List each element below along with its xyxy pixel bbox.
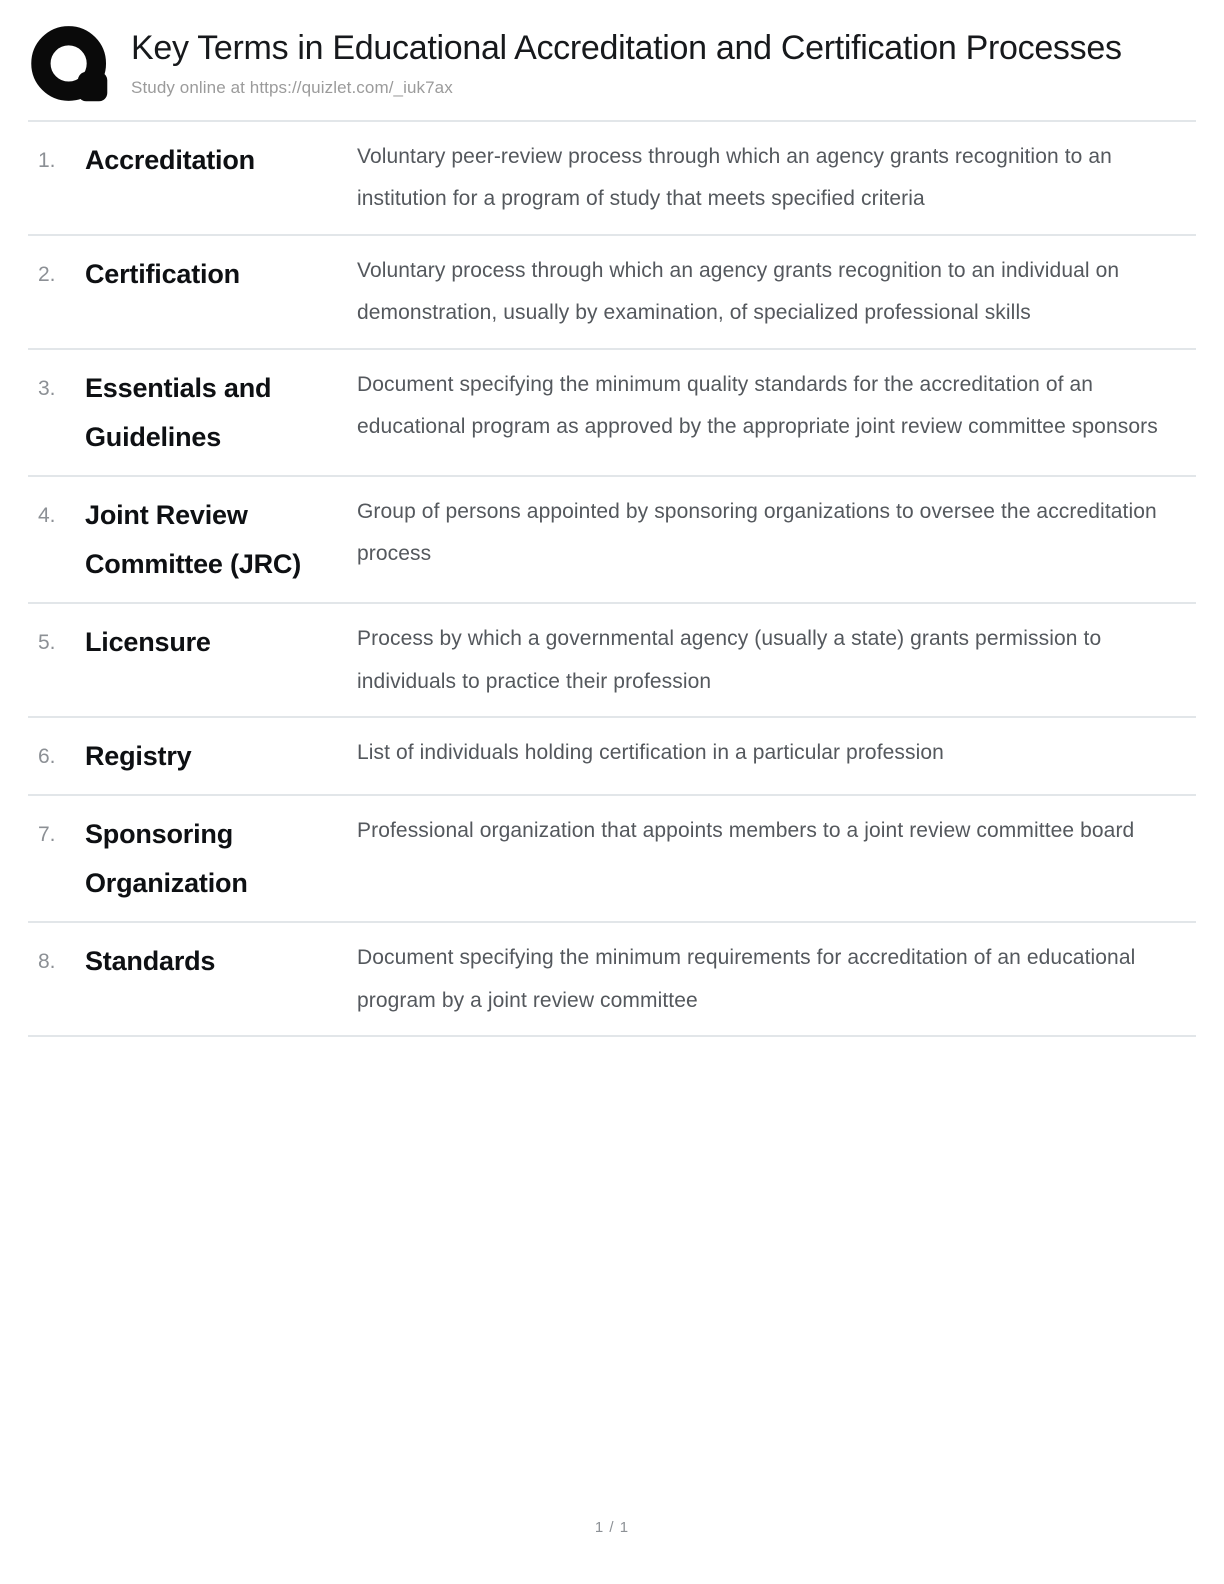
term-name: Registry — [85, 740, 192, 771]
study-online-line — [131, 78, 1122, 98]
quizlet-logo-icon — [30, 22, 114, 110]
subtitle-prefix: Study online at — [131, 77, 250, 97]
term-name: Joint Review Committee (JRC) — [85, 499, 302, 579]
term-row — [28, 796, 1196, 923]
term-number: 8. — [38, 950, 56, 974]
term-row — [28, 477, 1196, 604]
term-name: Licensure — [85, 627, 211, 658]
term-number: 6. — [38, 744, 56, 768]
term-row — [28, 236, 1196, 350]
term-row — [28, 604, 1196, 718]
term-definition: List of individuals holding certification in a particular profession — [357, 740, 944, 764]
term-definition: Document specifying the minimum requirements for accreditation of an educational program by a joint review committee — [357, 946, 1136, 1012]
study-online-link[interactable]: https://quizlet.com/_iuk7ax — [249, 77, 453, 97]
page-indicator: 1 / 1 — [594, 1519, 630, 1536]
page-title: Key Terms in Educational Accreditation and Certification Processes — [131, 29, 1122, 67]
term-number: 3. — [38, 376, 56, 400]
term-name: Accreditation — [85, 145, 255, 175]
term-name: Sponsoring Organization — [85, 819, 248, 899]
term-row — [28, 923, 1196, 1037]
header-text-block — [131, 22, 1122, 98]
term-definition: Process by which a governmental agency (usually a state) grants permission to individuals to practice their profession — [357, 627, 1102, 693]
term-number: 5. — [38, 631, 56, 655]
page-header — [0, 0, 1224, 120]
term-number: 1. — [38, 149, 56, 172]
term-definition: Document specifying the minimum quality standards for the accreditation of an educational program as approved by the appropriate joint review committee sponsors — [357, 372, 1158, 439]
term-definition: Voluntary process through which an agency grants recognition to an individual on demonstration, usually by examination, of specialized professional skills — [357, 258, 1120, 325]
term-number: 7. — [38, 823, 56, 847]
term-name: Certification — [85, 258, 240, 289]
term-row — [28, 350, 1196, 477]
term-number: 4. — [38, 503, 56, 527]
term-definition: Professional organization that appoints members to a joint review committee board — [357, 819, 1135, 843]
term-row — [28, 718, 1196, 796]
term-number: 2. — [38, 262, 56, 286]
term-name: Standards — [85, 946, 216, 977]
term-definition: Group of persons appointed by sponsoring organizations to oversee the accreditation process — [357, 499, 1157, 566]
terms-list — [28, 122, 1196, 1037]
term-name: Essentials and Guidelines — [85, 372, 272, 452]
term-row — [28, 122, 1196, 236]
term-definition: Voluntary peer-review process through which an agency grants recognition to an institution for a program of study that meets specified criteria — [357, 145, 1112, 211]
